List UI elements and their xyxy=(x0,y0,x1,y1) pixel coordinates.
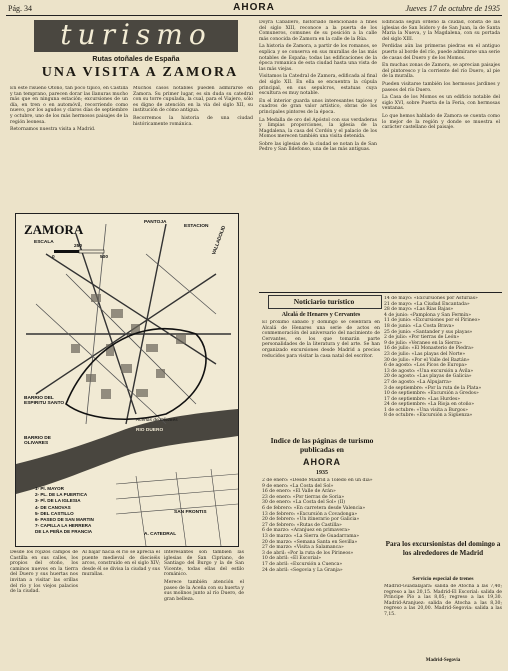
paragraph: Perdidas aún las primeras piedras en el antiguo puerto al borde del río, puede admirarse una serie de casas del Duero y de los Momos. xyxy=(382,44,500,61)
article-column-1 xyxy=(10,86,128,211)
index-entry: 24 de septiembre: «La Rioja en otoño» xyxy=(384,402,475,408)
index-entry: 10 de septiembre: «Excursión a Gredos» xyxy=(384,391,479,397)
paragraph: Pueden visitarse también los hermosos jardines y paseos del río Duero. xyxy=(382,81,500,93)
index-entry: 2 de julio: «Por tierras de León» xyxy=(384,335,460,341)
paragraph: Recorremos la historia de una ciudad históricamente románica. xyxy=(133,115,253,127)
paragraph: La Medalla de oro del Apóstol con sus verdaderas y limpias proporciones, la iglesia de la Magdalena, la casa del Cordón y el palacio de los Momos merecen también una visita detenida. xyxy=(259,117,377,140)
map-label-olivares: BARRIO DE OLIVARES xyxy=(24,436,51,446)
index-masthead: AHORA xyxy=(303,457,341,467)
paragraph: En este risueño Otoño, tan poco típico, en Castilla y tan temprano, parecen dorar las llanuras mucho más que en ninguna estación; excursiones de un día, en tren o en automóvil, recorriendo como nuevo, por los agudos y claros días de septiembre y octubre, uno de los más hermosos paisajes de la región leonesa. xyxy=(10,86,128,125)
index-entry: 10 de abril: «El Escorial» xyxy=(262,556,322,562)
paragraph: Muchos casos notables pueden admirarse en Zamora. Su primer lugar, es sin duda su catedral con su torre cupulada, la cual, para el Viajero, sólo es digno de atención en la vía del siglo XII, su institución de cómo antigua. xyxy=(133,86,253,114)
index-entry: 8 de octubre: «Excursión a Sigüenza» xyxy=(384,413,473,419)
index-year: 1935 xyxy=(316,470,328,476)
paragraph: Al bajar hacia el río se aprecia el puente medieval de dieciséis arcos, construido en el siglo XIV; desde él se divisa la ciudad y sus murallas. xyxy=(82,550,160,578)
paragraph: Merece también atención el paseo de la Aceña con su huerta y sus molinos junto al río Duero, de gran belleza. xyxy=(164,579,244,602)
index-entry: 4 de junio: «Pamplona y San Fermín» xyxy=(384,312,472,318)
paragraph: Edificada según ordenó la ciudad, consta de las iglesias de San Isidoro y de San Juan, la de Santa Maria la Nueva, y la Magdalena, con su portada del siglo XIII. xyxy=(382,20,500,42)
paragraph: Sobre las iglesias de la ciudad se notan la de San Pedro y San Ildefonso, una de las más antiguas. xyxy=(259,141,377,153)
section-subtitle: Rutas otoñales de España xyxy=(92,56,180,63)
paragraph: En muchas zonas de Zamora, se aprecian paisajes del pintoresco y la corriente del río Duero, al pie de la muralla. xyxy=(382,63,500,80)
header-rule xyxy=(6,15,502,16)
index-title: Indice de las páginas de turismo publicadas en xyxy=(270,436,374,454)
index-entry: 20 de agosto: «Las playas de Galicia» xyxy=(384,374,472,380)
map-scale-tick-500: 500 xyxy=(100,255,109,260)
paragraph: Visitamos la Catedral de Zamora, edificada al final del siglo XII. En ella se encuentra la cúpula principal, en sus sepulcros, estatuas cuya escultura es muy notable. xyxy=(259,74,377,97)
index-entry: 2 de enero: «Desde Madrid a Toledo en un día» xyxy=(262,478,373,483)
paragraph: Desde los rojizos campos de Castilla en sus calles, los propios del otoño, los caminos nuevos en la tierra del Duero y sus huertas nos invitan a visitar las orillas del río y los viejos palacios de la ciudad. xyxy=(10,550,78,595)
index-entry: 17 de septiembre: «Las Hurdes» xyxy=(384,396,461,402)
index-entry: 1 de octubre: «Una visita a Burgos» xyxy=(384,407,468,413)
excursion-text: Madrid-Guadalajara: salida de Atocha a las 7,40; regreso a las 20,15. Madrid-El Escorial: salida de Príncipe Pío a las 8,05; regreso a las 19,30. Madrid-Aranjuez: salida de Atocha a las 8,30; regreso a las 20,00. Madrid-Segovia: salida a las 7,15. xyxy=(384,584,502,617)
legend-item: 3- Pl. DE LA IGLESIA xyxy=(35,498,81,504)
map-scale-label: ESCALA xyxy=(34,240,54,245)
issue-date: Jueves 17 de octubre de 1935 xyxy=(405,4,500,13)
map-scale-tick-0: 0 xyxy=(52,255,55,260)
notice-text: El próximo sábado y domingo se celebrará en Alcalá de Henares una serie de actos en conmemoración del aniversario del nacimiento de Cervantes, en los que tomarán parte personalidades de la literatura y del arte. Se han organizado excursiones desde Madrid a precios reducidos para visitar la casa natal del escritor. xyxy=(262,320,380,359)
map-scale-tick-250: 250 xyxy=(74,244,83,249)
map-legend xyxy=(35,486,155,536)
legend-item: 6- PASEO DE SAN MARTIN xyxy=(35,517,94,523)
map-label-rio: RIO DUERO xyxy=(136,428,164,433)
map-label-pantoja: PANTOJA xyxy=(144,220,167,225)
notice-heading: Alcalá de Henares y Cervantes xyxy=(281,312,361,318)
index-entry: 24 de abril: «Segovia y La Granja» xyxy=(262,567,343,573)
index-entry: 20 de marzo: «Semana Santa en Sevilla» xyxy=(262,539,358,545)
index-entry: 20 de febrero: «Un itinerario por Galicia» xyxy=(262,517,360,523)
index-entry: 9 de julio: «Veraneo en la Sierra» xyxy=(384,340,462,346)
legend-item: 1- Pl. MAYOR xyxy=(35,486,64,491)
section-banner-text: turismo xyxy=(60,18,212,51)
legend-item: 5- DEL CASTILLO xyxy=(35,510,74,516)
index-entry: 30 de enero: «La Costa del Sol» (II) xyxy=(262,500,345,506)
index-entry: 6 de febrero: «En carretera desde Valencia» xyxy=(262,505,366,511)
section-rule xyxy=(259,292,502,293)
map-label-san-frontis: SAN FRONTIS xyxy=(174,510,207,515)
paragraph: Interesantes son también las iglesias de San Cipriano, de Santiago del Burgo y la de San Vicente, todas ellas del estilo románico. xyxy=(164,550,244,578)
index-entry: 13 de agosto: «Una excursión a Ávila» xyxy=(384,368,474,374)
legend-item: 2- PL. DE LA PUERTICA xyxy=(35,492,88,498)
index-entry: 23 de julio: «Las playas del Norte» xyxy=(384,351,466,357)
paragraph: La historia de Zamora, a partir de los romanos, se explica y se conserva en sus murallas de las más notables de España; todas las edificaciones de la época romanica de esta ciudad hasta una vista de las más viejas. xyxy=(259,44,377,72)
index-entry: 3 de septiembre: «Por la ruta de la Plata» xyxy=(384,385,482,391)
index-list xyxy=(262,478,380,668)
paragraph: Doyra Caballero, historiado mencionado a fines del siglo XIII, reconoce a la puerta de los Comuneros, comunes de su posición a la calle más conocida de Zamora en la calle de la Rúa. xyxy=(259,20,377,42)
notice-title: Noticiario turístico xyxy=(293,297,355,306)
article-title: UNA VISITA A ZAMORA xyxy=(41,65,239,80)
paragraph: La Casa de los Momos es un edificio notable del siglo XVI, sobre Puerta de la Feria, con hermosas ventanas. xyxy=(382,95,500,112)
index-entry: 16 de enero: «El Valle de Arán» xyxy=(262,489,336,495)
index-entry: 21 de mayo: «La Ciudad Encantada» xyxy=(384,301,470,307)
index-entry: 11 de junio: «Excursiones por el Pirineo» xyxy=(384,318,481,324)
legend-item: 4- DE CANOVAS xyxy=(35,504,71,510)
map-label-acenas: Aceñas de Olivares xyxy=(136,418,178,423)
right-index-list xyxy=(384,296,502,536)
index-entry: 13 de febrero: «Excursión a Covadonga» xyxy=(262,511,358,517)
map-title: ZAMORA xyxy=(24,222,84,237)
index-entry: 23 de enero: «Por tierras de Soria» xyxy=(262,494,345,500)
index-entry: 16 de julio: «El Monasterio de Piedra» xyxy=(384,346,474,352)
map-label-estacion: ESTACION xyxy=(184,224,209,229)
article-column-4 xyxy=(382,20,500,288)
index-entry: 27 de febrero: «Rutas de Castilla» xyxy=(262,522,342,528)
index-entry: 14 de mayo: «Excursiones por Asturias» xyxy=(384,296,478,301)
map-label-catedral: A. CATEDRAL xyxy=(144,532,177,537)
article-column-3 xyxy=(259,20,377,288)
excursion-title: Para los excursionistas del domingo a los alrededores de Madrid xyxy=(385,540,501,557)
bottom-column-2 xyxy=(82,550,160,668)
index-entry: 13 de marzo: «La Sierra de Guadarrama» xyxy=(262,533,360,539)
index-entry: 6 de marzo: «Aranjuez en primavera» xyxy=(262,528,350,534)
index-entry: 17 de abril: «Excursión a Cuenca» xyxy=(262,561,343,567)
index-entry: 25 de junio: «Santander y sus playas» xyxy=(384,329,473,335)
legend-item: 7- CAPILLA LA HERRERA xyxy=(35,523,92,529)
paragraph: En el interior guarda unos interesantes tapices y cuadros de gran valor artístico, obras de los principales pintores de la época. xyxy=(259,98,377,115)
map-label-valladolid: VALLADOLID xyxy=(212,225,228,256)
bottom-column-3 xyxy=(164,550,244,668)
index-entry: 18 de junio: «La Costa Brava» xyxy=(384,323,455,329)
index-entry: 6 de agosto: «Los Picos de Europa» xyxy=(384,363,467,369)
index-entry: 27 de marzo: «Visita a Salamanca» xyxy=(262,545,344,551)
excursion-footer: Madrid-Segovia xyxy=(425,658,461,663)
index-entry: 28 de mayo: «Las Rías Bajas» xyxy=(384,307,454,313)
map-label-espiritu-santo: BARRIO DEL ESPIRITU SANTO xyxy=(24,396,65,406)
legend-item: DE LA PEÑA DE FRANCIA xyxy=(35,529,93,535)
article-column-2 xyxy=(133,86,253,211)
index-entry: 27 de agosto: «La Alpujarra» xyxy=(384,379,452,385)
index-entry: 9 de enero: «La Costa del Sol» xyxy=(262,483,334,489)
masthead: AHORA xyxy=(233,2,275,13)
bottom-column-1 xyxy=(10,550,78,668)
section-banner xyxy=(34,20,238,52)
index-entry: 30 de julio: «Por el Valle del Baztán» xyxy=(384,357,470,363)
paragraph: Lo que hemos hablado de Zamora se cuenta como lo mejor de la región y donde se muestra el carácter castellano del paisaje. xyxy=(382,113,500,131)
paragraph: Retornamos nuestra visita a Madrid. xyxy=(10,127,96,133)
page-header xyxy=(0,0,508,16)
excursion-subtitle: Servicio especial de trenes xyxy=(412,576,474,582)
page-number: Pág. 34 xyxy=(8,4,32,13)
index-entry: 3 de abril: «Por la ruta de los Pirineos» xyxy=(262,550,354,556)
